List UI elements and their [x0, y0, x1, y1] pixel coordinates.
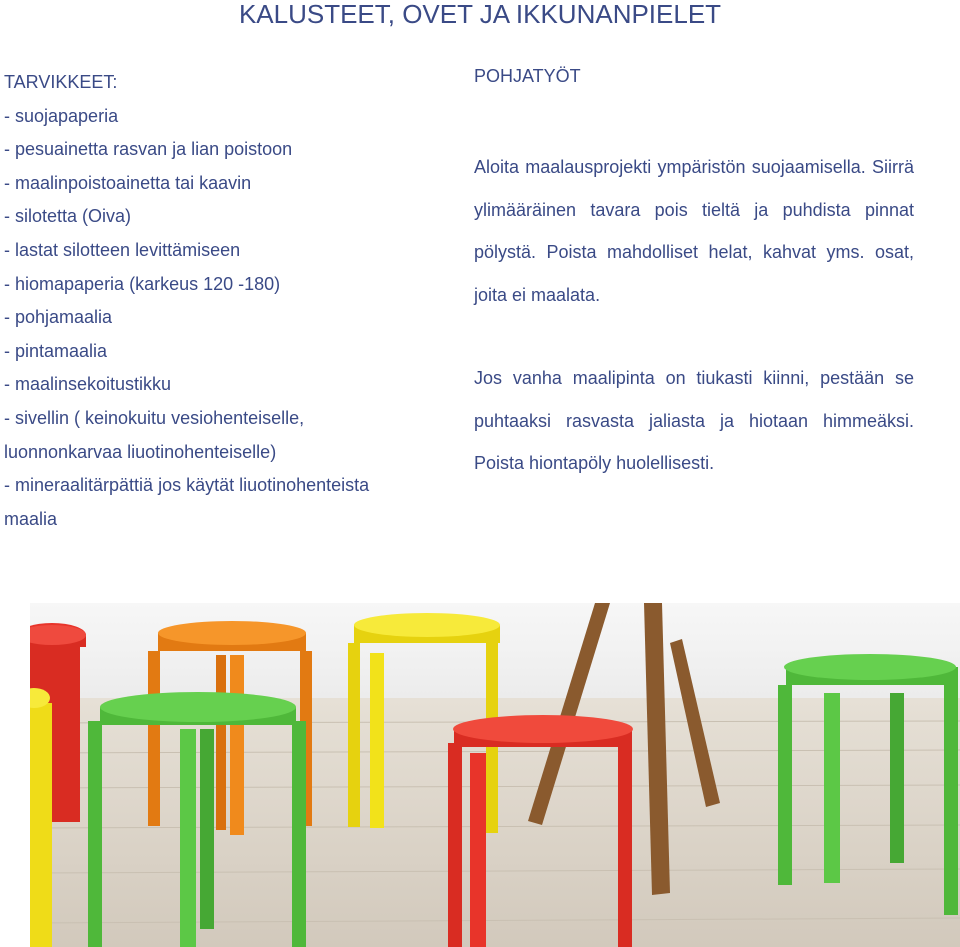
supply-item: - mineraalitärpättiä jos käytät liuotinohenteista: [4, 475, 370, 496]
supply-item: - pintamaalia: [4, 340, 108, 361]
supply-item: - pesuainetta rasvan ja lian poistoon: [4, 139, 293, 160]
supplies-list: [4, 66, 444, 536]
groundwork-section: [474, 62, 914, 485]
supply-item: - lastat silotteen levittämiseen: [4, 239, 241, 260]
supply-item: - sivellin ( keinokuitu vesiohenteiselle,: [4, 407, 305, 428]
groundwork-heading: POHJATYÖT: [474, 66, 581, 86]
stools-photo: [30, 603, 960, 947]
groundwork-paragraph: Aloita maalausprojekti ympäristön suojaamisella. Siirrä ylimääräinen tavara pois tieltä ja puhdista pinnat pölystä. Poista mahdolliset helat, kahvat yms. osat, joita ei maalata.: [474, 157, 914, 305]
supplies-heading: TARVIKKEET:: [4, 72, 118, 92]
groundwork-paragraph: Jos vanha maalipinta on tiukasti kiinni, pestään se puhtaaksi rasvasta jaliasta ja hiotaan himmeäksi. Poista hiontapöly huolellisesti.: [474, 368, 914, 473]
supply-item: - maalinsekoitustikku: [4, 374, 172, 395]
supply-item: - maalinpoistoainetta tai kaavin: [4, 172, 252, 193]
supply-item: - hiomapaperia (karkeus 120 -180): [4, 273, 281, 294]
yellow-stool-left: [30, 688, 52, 947]
supply-item: - silotetta (Oiva): [4, 206, 132, 227]
page-title: KALUSTEET, OVET JA IKKUNANPIELET: [238, 0, 722, 29]
supply-item: - suojapaperia: [4, 105, 119, 126]
supply-item: maalia: [4, 508, 58, 529]
supply-item: - pohjamaalia: [4, 307, 113, 328]
stools-illustration: [30, 603, 960, 947]
supply-item: luonnonkarvaa liuotinohenteiselle): [4, 441, 277, 462]
